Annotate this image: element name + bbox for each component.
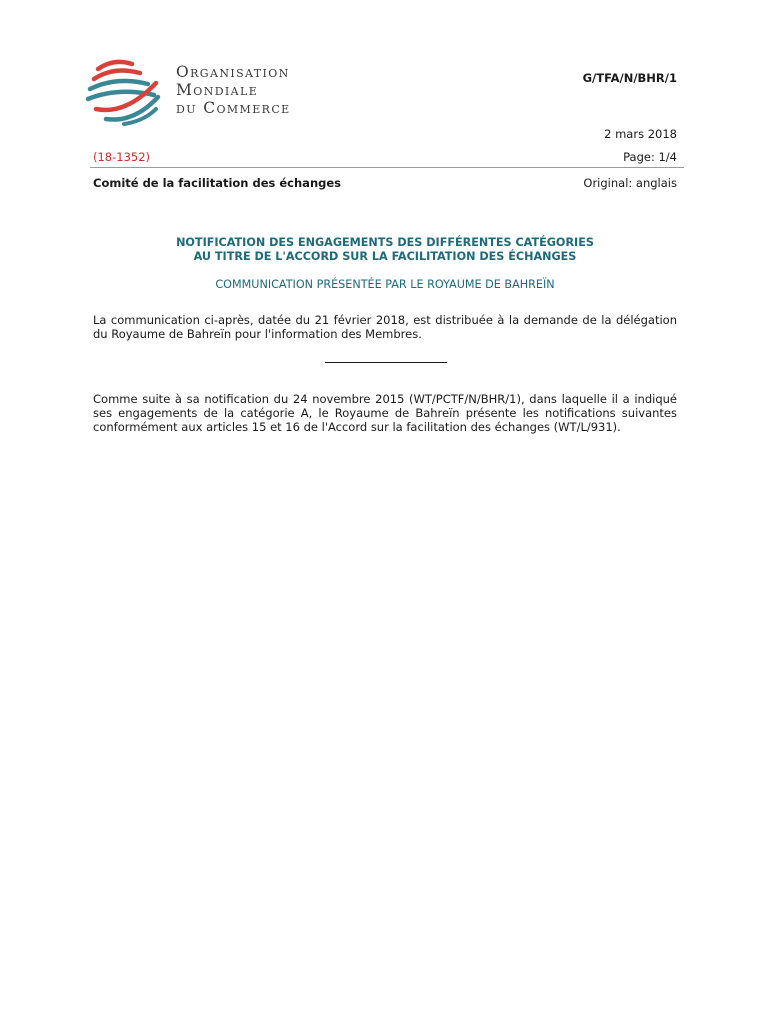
page-number: Page: 1/4 — [623, 150, 677, 164]
document-symbol: G/TFA/N/BHR/1 — [582, 71, 677, 85]
intro-paragraph: La communication ci-après, datée du 21 février 2018, est distribuée à la demande de la délégation du Royaume de Bahreïn pour l'information des Membres. — [93, 313, 677, 342]
header-divider — [90, 167, 684, 168]
original-language: Original: anglais — [583, 176, 677, 190]
org-line-2: Mondiale — [176, 81, 259, 99]
title-line-2: AU TITRE DE L'ACCORD SUR LA FACILITATION DES ÉCHANGES — [193, 250, 577, 263]
organisation-name — [176, 63, 291, 117]
document-title — [93, 236, 677, 264]
section-separator — [325, 362, 447, 363]
committee-name: Comité de la facilitation des échanges — [93, 176, 342, 190]
body-paragraph: Comme suite à sa notification du 24 novembre 2015 (WT/PCTF/N/BHR/1), dans laquelle il a indiqué ses engagements de la catégorie A, le Royaume de Bahreïn présente les notifications suivantes conformément aux articles 15 et 16 de l'Accord sur la facilitation des échanges (WT/L/931). — [93, 392, 677, 435]
document-date: 2 mars 2018 — [604, 127, 677, 141]
reference-number: (18-1352) — [93, 150, 151, 164]
org-line-3: du Commerce — [176, 99, 291, 117]
wto-logo — [84, 57, 334, 127]
org-line-1: Organisation — [176, 63, 290, 81]
title-line-1: NOTIFICATION DES ENGAGEMENTS DES DIFFÉRENTES CATÉGORIES — [176, 236, 594, 249]
wto-emblem-icon — [84, 57, 164, 127]
document-subtitle: COMMUNICATION PRÉSENTÉE PAR LE ROYAUME DE BAHREÏN — [215, 278, 555, 291]
